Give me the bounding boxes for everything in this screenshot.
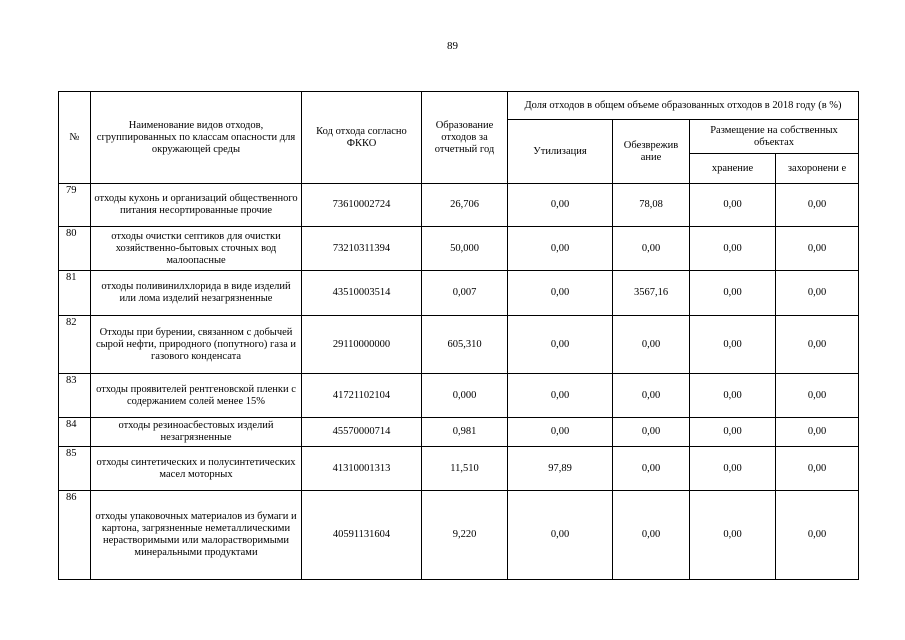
row-burial: 0,00 — [776, 418, 859, 447]
table-row — [59, 374, 859, 418]
row-storage: 0,00 — [690, 227, 776, 271]
row-burial: 0,00 — [776, 227, 859, 271]
row-burial: 0,00 — [776, 491, 859, 580]
row-utilization: 0,00 — [508, 184, 613, 227]
header-burial: захоронени е — [776, 154, 859, 184]
row-utilization: 97,89 — [508, 447, 613, 491]
row-neutralization: 3567,16 — [613, 271, 690, 316]
table-row — [59, 271, 859, 316]
row-name: отходы синтетических и полусинтетических масел моторных — [91, 447, 302, 491]
header-placement: Размещение на собственных объектах — [690, 120, 859, 154]
row-neutralization: 0,00 — [613, 227, 690, 271]
row-name: отходы проявителей рентгеновской пленки с содержанием солей менее 15% — [91, 374, 302, 418]
row-num: 82 — [59, 316, 91, 374]
row-num: 81 — [59, 271, 91, 316]
row-burial: 0,00 — [776, 316, 859, 374]
row-burial: 0,00 — [776, 184, 859, 227]
header-code: Код отхода согласно ФККО — [302, 92, 422, 184]
row-storage: 0,00 — [690, 271, 776, 316]
row-code: 41721102104 — [302, 374, 422, 418]
row-burial: 0,00 — [776, 374, 859, 418]
row-storage: 0,00 — [690, 184, 776, 227]
row-neutralization: 78,08 — [613, 184, 690, 227]
row-num: 80 — [59, 227, 91, 271]
row-code: 45570000714 — [302, 418, 422, 447]
row-neutralization: 0,00 — [613, 447, 690, 491]
row-generated: 0,000 — [422, 374, 508, 418]
row-utilization: 0,00 — [508, 491, 613, 580]
row-code: 29110000000 — [302, 316, 422, 374]
header-generated: Образование отходов за отчетный год — [422, 92, 508, 184]
row-storage: 0,00 — [690, 491, 776, 580]
header-storage: хранение — [690, 154, 776, 184]
row-name: Отходы при бурении, связанном с добычей сырой нефти, природного (попутного) газа и газового конденсата — [91, 316, 302, 374]
row-storage: 0,00 — [690, 447, 776, 491]
row-num: 85 — [59, 447, 91, 491]
row-generated: 605,310 — [422, 316, 508, 374]
header-share: Доля отходов в общем объеме образованных отходов в 2018 году (в %) — [508, 92, 859, 120]
row-name: отходы упаковочных материалов из бумаги и картона, загрязненные неметаллическими нерастворимыми или малорастворимыми минеральными продуктами — [91, 491, 302, 580]
row-generated: 0,007 — [422, 271, 508, 316]
row-num: 86 — [59, 491, 91, 580]
table-body — [59, 184, 859, 580]
row-code: 41310001313 — [302, 447, 422, 491]
row-neutralization: 0,00 — [613, 316, 690, 374]
header-num: № — [59, 92, 91, 184]
header-utilization: Утилизация — [508, 120, 613, 184]
row-generated: 9,220 — [422, 491, 508, 580]
row-generated: 26,706 — [422, 184, 508, 227]
row-utilization: 0,00 — [508, 227, 613, 271]
row-utilization: 0,00 — [508, 271, 613, 316]
row-generated: 50,000 — [422, 227, 508, 271]
table-row — [59, 184, 859, 227]
row-code: 43510003514 — [302, 271, 422, 316]
row-utilization: 0,00 — [508, 418, 613, 447]
row-code: 73610002724 — [302, 184, 422, 227]
table-header — [59, 92, 859, 184]
row-name: отходы резиноасбестовых изделий незагрязненные — [91, 418, 302, 447]
row-generated: 0,981 — [422, 418, 508, 447]
row-num: 84 — [59, 418, 91, 447]
row-num: 83 — [59, 374, 91, 418]
row-burial: 0,00 — [776, 447, 859, 491]
table-row — [59, 418, 859, 447]
table-row — [59, 227, 859, 271]
header-name: Наименование видов отходов, сгруппированных по классам опасности для окружающей среды — [91, 92, 302, 184]
row-burial: 0,00 — [776, 271, 859, 316]
row-neutralization: 0,00 — [613, 374, 690, 418]
table-row — [59, 316, 859, 374]
row-utilization: 0,00 — [508, 374, 613, 418]
row-code: 40591131604 — [302, 491, 422, 580]
header-neutralization: Обезврежив ание — [613, 120, 690, 184]
row-name: отходы кухонь и организаций общественного питания несортированные прочие — [91, 184, 302, 227]
row-generated: 11,510 — [422, 447, 508, 491]
waste-table — [58, 91, 859, 580]
row-storage: 0,00 — [690, 418, 776, 447]
row-name: отходы поливинилхлорида в виде изделий или лома изделий незагрязненные — [91, 271, 302, 316]
row-neutralization: 0,00 — [613, 491, 690, 580]
row-code: 73210311394 — [302, 227, 422, 271]
table-row — [59, 491, 859, 580]
row-neutralization: 0,00 — [613, 418, 690, 447]
page-number: 89 — [447, 40, 458, 52]
row-storage: 0,00 — [690, 316, 776, 374]
row-num: 79 — [59, 184, 91, 227]
row-name: отходы очистки септиков для очистки хозяйственно-бытовых сточных вод малоопасные — [91, 227, 302, 271]
row-storage: 0,00 — [690, 374, 776, 418]
table-row — [59, 447, 859, 491]
row-utilization: 0,00 — [508, 316, 613, 374]
